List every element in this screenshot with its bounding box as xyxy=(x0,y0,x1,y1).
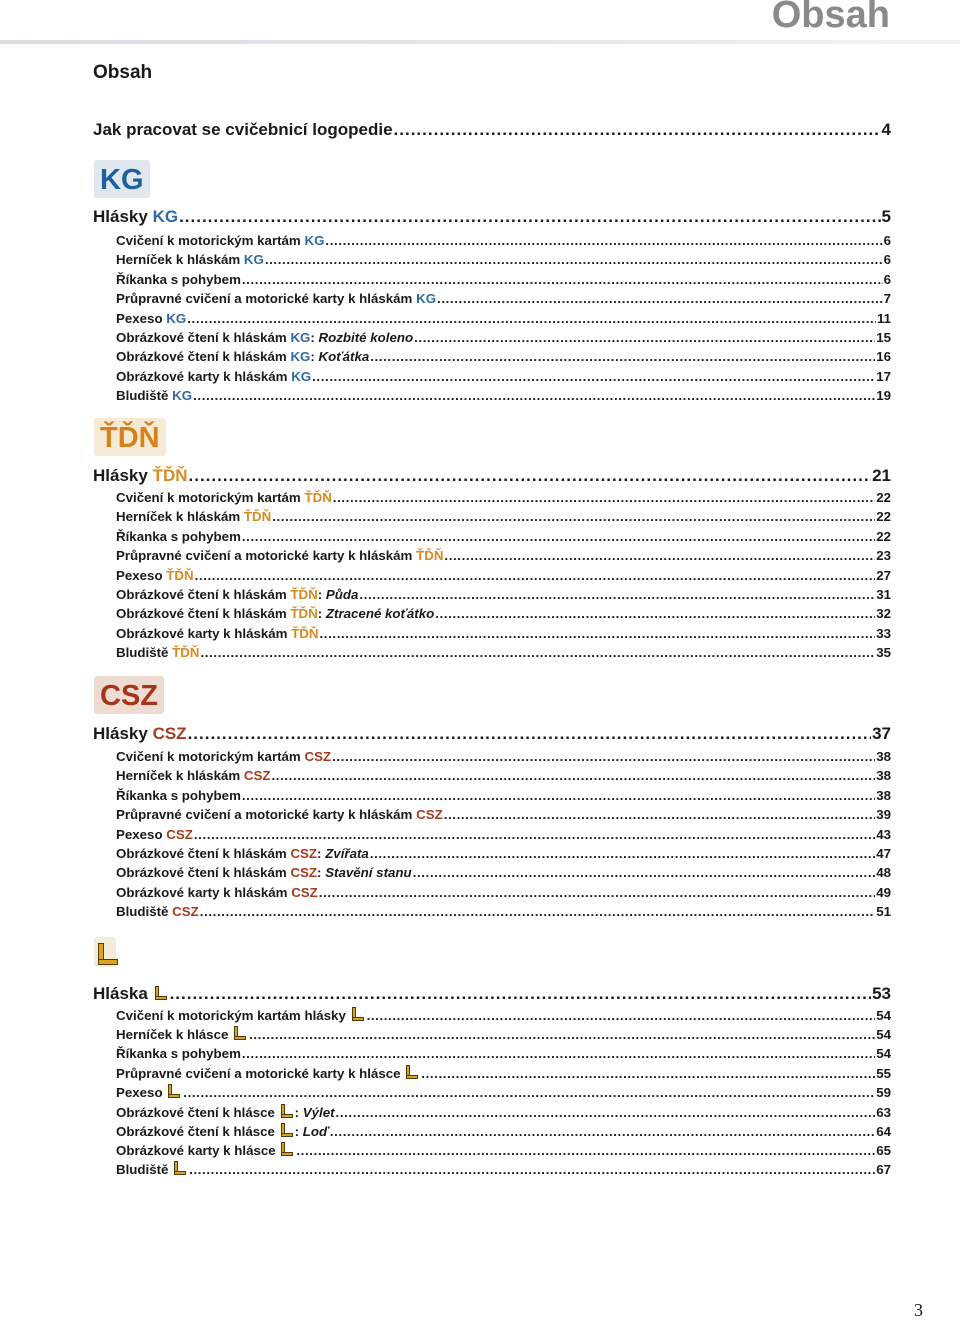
section-badge-kg: KG xyxy=(94,160,150,198)
toc-page: 7 xyxy=(883,291,891,307)
toc-page: 23 xyxy=(876,548,891,564)
toc-label: Obrázkové čtení k hláskám KG: Koťátka xyxy=(116,349,370,365)
toc-leader xyxy=(332,749,875,764)
toc-main-kg[interactable] xyxy=(93,207,891,227)
toc-leader xyxy=(296,1143,875,1158)
toc-label: Obrázkové čtení k hláskám KG: Rozbité koleno xyxy=(116,330,414,345)
toc-label: Obrázkové čtení k hláskám CSZ: Stavění stanu xyxy=(116,865,412,881)
toc-item[interactable] xyxy=(116,768,891,783)
toc-page: 15 xyxy=(876,330,891,345)
toc-label: Obrázkové karty k hlásce xyxy=(116,1142,295,1158)
toc-main-l[interactable] xyxy=(93,984,891,1004)
toc-label: Herníček k hláskám CSZ xyxy=(116,768,271,784)
toc-item[interactable] xyxy=(116,252,891,267)
toc-leader xyxy=(359,587,875,602)
toc-item[interactable] xyxy=(116,509,891,524)
toc-item[interactable] xyxy=(116,490,891,505)
toc-label: Hlásky KG xyxy=(93,207,179,226)
toc-page: 38 xyxy=(876,768,891,784)
toc-leader xyxy=(201,645,876,660)
toc-label: Pexeso ŤĎŇ xyxy=(116,567,194,583)
toc-page: 37 xyxy=(872,724,891,743)
toc-item[interactable] xyxy=(116,311,891,326)
toc-item[interactable] xyxy=(116,1046,891,1061)
letter-l-icon xyxy=(281,1142,293,1156)
toc-label: Obrázkové čtení k hlásce : Výlet xyxy=(116,1104,335,1120)
letter-l-icon xyxy=(155,986,167,1000)
toc-leader xyxy=(265,252,883,267)
toc-leader xyxy=(242,529,875,544)
toc-page: 54 xyxy=(876,1045,891,1061)
toc-item[interactable] xyxy=(116,807,891,822)
toc-label: Průpravné cvičení a motorické karty k hlásce xyxy=(116,1065,420,1081)
toc-label: Cvičení k motorickým kartám CSZ xyxy=(116,749,332,764)
section-badge-csz: CSZ xyxy=(94,676,164,714)
toc-leader xyxy=(333,490,875,505)
toc-label: Hlásky ŤĎŇ xyxy=(93,466,188,485)
toc-label: Obrázkové čtení k hláskám ŤĎŇ: Půda xyxy=(116,587,359,602)
toc-page: 38 xyxy=(876,749,891,764)
toc-intro[interactable] xyxy=(93,120,891,140)
toc-leader xyxy=(336,1105,876,1120)
toc-page: 5 xyxy=(881,207,891,226)
toc-label: Průpravné cvičení a motorické karty k hláskám CSZ xyxy=(116,807,443,823)
letter-l-icon xyxy=(168,1084,180,1098)
toc-page: 43 xyxy=(876,826,891,842)
toc-page: 47 xyxy=(876,846,891,861)
toc-label: Pexeso KG xyxy=(116,310,187,326)
header-title: Obsah xyxy=(771,0,890,36)
toc-item[interactable] xyxy=(116,587,891,602)
letter-l-icon xyxy=(281,1123,293,1137)
letter-l-icon xyxy=(174,1161,186,1175)
toc-label: Říkanka s pohybem xyxy=(116,528,241,544)
toc-label: Průpravné cvičení a motorické karty k hláskám KG xyxy=(116,291,437,307)
toc-label: Obrázkové karty k hláskám CSZ xyxy=(116,884,318,900)
toc-leader xyxy=(437,291,883,306)
toc-label: Cvičení k motorickým kartám KG xyxy=(116,233,325,248)
toc-page: 6 xyxy=(883,252,891,268)
toc-label: Obrázkové karty k hláskám KG xyxy=(116,368,312,384)
toc-item[interactable] xyxy=(116,1123,891,1139)
toc-item[interactable] xyxy=(116,568,891,583)
toc-leader xyxy=(189,1162,875,1177)
toc-label: Obrázkové čtení k hláskám CSZ: Zvířata xyxy=(116,846,369,861)
toc-item[interactable] xyxy=(116,1065,891,1081)
toc-item[interactable] xyxy=(116,846,891,861)
toc-leader xyxy=(435,606,875,621)
toc-leader xyxy=(189,466,872,486)
toc-page: 54 xyxy=(876,1027,891,1043)
toc-leader xyxy=(394,120,881,140)
toc-page: 6 xyxy=(883,233,891,248)
toc-page: 49 xyxy=(876,884,891,900)
toc-leader xyxy=(170,984,872,1004)
letter-l-icon xyxy=(352,1007,364,1021)
toc-item[interactable] xyxy=(116,233,891,248)
toc-leader xyxy=(312,369,875,384)
toc-label: Herníček k hlásce xyxy=(116,1026,248,1042)
toc-page: 38 xyxy=(876,787,891,803)
toc-item[interactable] xyxy=(116,606,891,621)
toc-label: Bludiště ŤĎŇ xyxy=(116,645,200,661)
toc-leader xyxy=(367,1008,876,1023)
toc-item[interactable] xyxy=(116,865,891,880)
toc-page: 33 xyxy=(876,625,891,641)
toc-label: Cvičení k motorickým kartám hlásky xyxy=(116,1007,366,1023)
toc-item[interactable] xyxy=(116,1026,891,1042)
toc-label: Jak pracovat se cvičebnicí logopedie xyxy=(93,120,393,139)
toc-leader xyxy=(272,509,875,524)
toc-leader xyxy=(242,788,875,803)
toc-item[interactable] xyxy=(116,749,891,764)
toc-page: 35 xyxy=(876,645,891,661)
toc-page: 16 xyxy=(876,349,891,365)
toc-leader xyxy=(421,1066,875,1081)
toc-item[interactable] xyxy=(116,548,891,563)
toc-item[interactable] xyxy=(116,827,891,842)
toc-leader xyxy=(200,904,875,919)
toc-page: 27 xyxy=(876,567,891,583)
toc-item[interactable] xyxy=(116,1007,891,1023)
toc-label: Obrázkové čtení k hlásce : Loď xyxy=(116,1123,329,1139)
toc-leader xyxy=(242,1046,875,1061)
toc-label: Herníček k hláskám KG xyxy=(116,252,264,268)
toc-label: Herníček k hláskám ŤĎŇ xyxy=(116,509,272,525)
toc-item[interactable] xyxy=(116,388,891,403)
toc-leader xyxy=(413,865,876,880)
toc-page: 11 xyxy=(876,310,891,326)
toc-label: Cvičení k motorickým kartám ŤĎŇ xyxy=(116,490,332,505)
toc-item[interactable] xyxy=(116,1084,891,1100)
toc-page: 53 xyxy=(872,984,891,1003)
toc-label: Bludiště xyxy=(116,1161,188,1177)
toc-label: Hlásky CSZ xyxy=(93,724,187,743)
toc-leader xyxy=(249,1027,875,1042)
toc-item[interactable] xyxy=(116,369,891,384)
toc-leader xyxy=(325,233,882,248)
toc-leader xyxy=(272,768,876,783)
toc-main-csz[interactable] xyxy=(93,724,891,744)
toc-label: Obrázkové karty k hláskám ŤĎŇ xyxy=(116,625,319,641)
header-rule xyxy=(0,40,960,44)
toc-leader xyxy=(444,807,876,822)
toc-item[interactable] xyxy=(116,330,891,345)
letter-l-icon xyxy=(234,1026,246,1040)
toc-page: 4 xyxy=(881,120,891,139)
toc-page: 19 xyxy=(876,388,891,404)
toc-label: Pexeso xyxy=(116,1084,182,1100)
toc-label: Bludiště CSZ xyxy=(116,904,199,920)
toc-leader xyxy=(193,388,875,403)
toc-leader xyxy=(320,626,876,641)
toc-page: 32 xyxy=(876,606,891,622)
toc-leader xyxy=(183,1085,875,1100)
toc-item[interactable] xyxy=(116,788,891,803)
toc-page: 39 xyxy=(876,807,891,823)
toc-leader xyxy=(370,846,875,861)
toc-page: 21 xyxy=(872,466,891,485)
toc-page: 64 xyxy=(876,1123,891,1139)
toc-item[interactable] xyxy=(116,885,891,900)
toc-item[interactable] xyxy=(116,529,891,544)
toc-item[interactable] xyxy=(116,645,891,660)
letter-l-icon xyxy=(281,1104,293,1118)
toc-page: 63 xyxy=(876,1104,891,1120)
toc-label: Bludiště KG xyxy=(116,388,193,404)
toc-page: 55 xyxy=(876,1065,891,1081)
toc-page: 54 xyxy=(876,1008,891,1023)
letter-l-icon xyxy=(406,1065,418,1079)
toc-leader xyxy=(187,311,876,326)
toc-page: 48 xyxy=(876,865,891,881)
toc-label: Obrázkové čtení k hláskám ŤĎŇ: Ztracené koťátko xyxy=(116,606,435,622)
toc-page: 67 xyxy=(876,1162,891,1178)
section-badge-l xyxy=(94,937,116,967)
letter-l-icon xyxy=(98,943,118,965)
toc-item[interactable] xyxy=(116,272,891,287)
toc-main-tdn[interactable] xyxy=(93,466,891,486)
toc-label: Pexeso CSZ xyxy=(116,826,193,842)
toc-leader xyxy=(195,568,876,583)
toc-label: Hláska xyxy=(93,984,169,1004)
toc-page: 6 xyxy=(883,271,891,287)
page-heading: Obsah xyxy=(93,62,153,83)
toc-item[interactable] xyxy=(116,349,891,364)
toc-leader xyxy=(444,548,875,563)
toc-item[interactable] xyxy=(116,626,891,641)
section-badge-tdn: ŤĎŇ xyxy=(94,418,166,456)
toc-page: 65 xyxy=(876,1143,891,1159)
toc-page: 22 xyxy=(876,509,891,525)
toc-leader xyxy=(194,827,875,842)
toc-label: Říkanka s pohybem xyxy=(116,787,241,803)
toc-item[interactable] xyxy=(116,291,891,306)
toc-leader xyxy=(179,207,880,227)
toc-page: 22 xyxy=(876,528,891,544)
toc-label: Říkanka s pohybem xyxy=(116,1045,241,1061)
toc-leader xyxy=(370,349,875,364)
toc-leader xyxy=(414,330,875,345)
toc-item[interactable] xyxy=(116,1142,891,1158)
toc-leader xyxy=(188,724,872,744)
toc-page: 17 xyxy=(876,368,891,384)
toc-label: Průpravné cvičení a motorické karty k hláskám ŤĎŇ xyxy=(116,548,444,564)
toc-page: 59 xyxy=(876,1085,891,1101)
page-number: 3 xyxy=(914,1300,923,1320)
toc-page: 51 xyxy=(876,904,891,920)
toc-item[interactable] xyxy=(116,1161,891,1177)
toc-leader xyxy=(242,272,883,287)
toc-leader xyxy=(330,1124,875,1139)
toc-item[interactable] xyxy=(116,1104,891,1120)
toc-item[interactable] xyxy=(116,904,891,919)
toc-label: Říkanka s pohybem xyxy=(116,271,241,287)
toc-page: 22 xyxy=(876,490,891,505)
toc-leader xyxy=(319,885,875,900)
toc-page: 31 xyxy=(876,587,891,602)
